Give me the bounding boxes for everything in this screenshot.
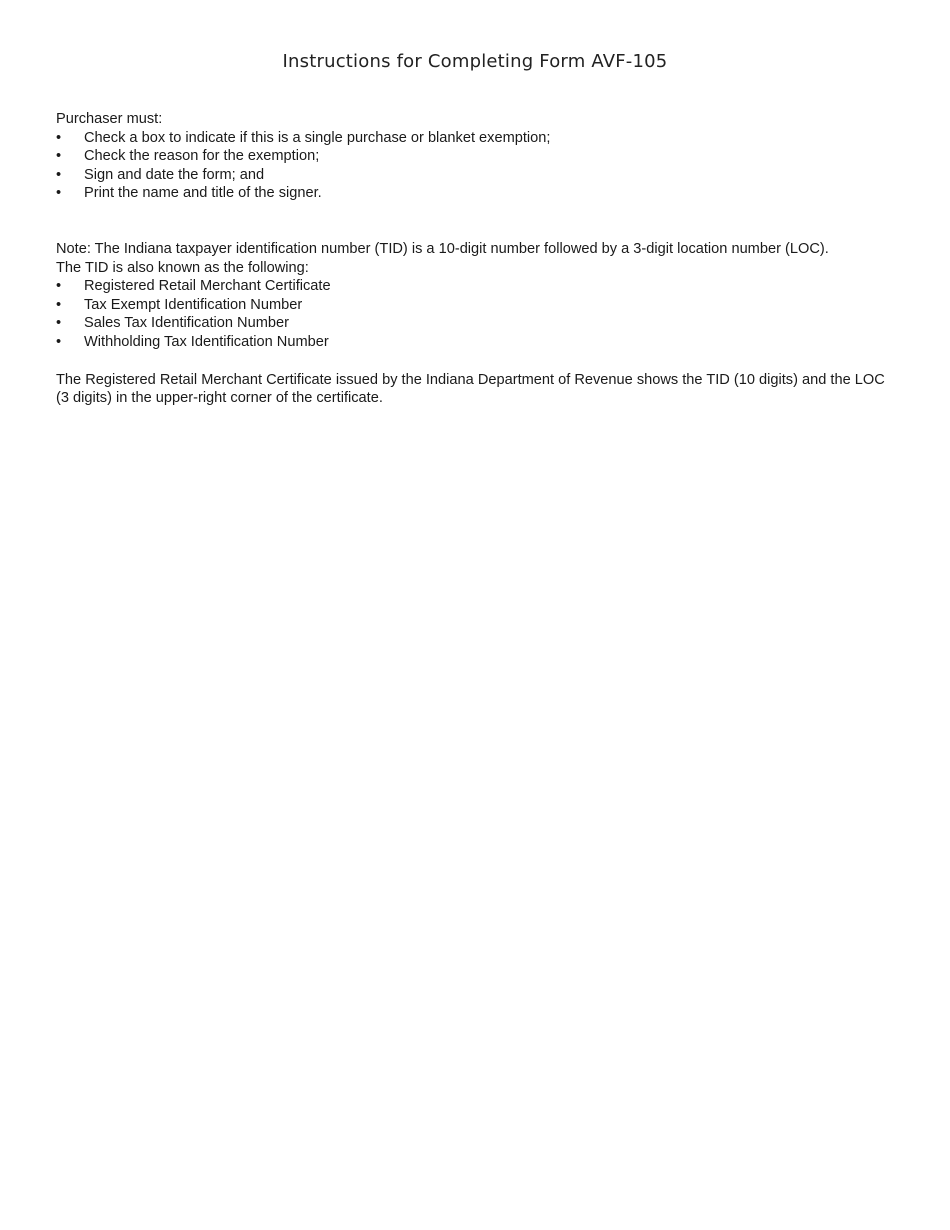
list-item: • Sign and date the form; and [56, 166, 265, 183]
list-item: • Withholding Tax Identification Number [56, 333, 329, 350]
instructions-body [56, 110, 896, 408]
closing-paragraph: The Registered Retail Merchant Certificate issued by the Indiana Department of Revenue shows the TID (10 digits) and the LOC (3 digits) in the upper-right corner of the certificate. [56, 371, 885, 407]
page-title: Instructions for Completing Form AVF-105 [282, 51, 668, 72]
bullet-icon: • [56, 296, 62, 313]
list-item: • Registered Retail Merchant Certificate [56, 278, 331, 295]
bullet-icon: • [56, 148, 62, 165]
list-item: • Tax Exempt Identification Number [56, 296, 303, 313]
note-line-1: Note: The Indiana taxpayer identification number (TID) is a 10-digit number followed by a 3-digit location number (LOC). [56, 240, 829, 257]
bullet-icon: • [56, 333, 62, 350]
list-item: • Check a box to indicate if this is a single purchase or blanket exemption; [56, 129, 551, 146]
spacer [56, 203, 896, 240]
purchaser-heading: Purchaser must: [56, 111, 163, 127]
list-item: • Sales Tax Identification Number [56, 315, 289, 332]
bullet-icon: • [56, 278, 62, 295]
purchaser-list [56, 129, 896, 203]
tid-alias-list [56, 277, 896, 351]
spacer [56, 352, 896, 371]
bullet-icon: • [56, 129, 62, 146]
list-item: • Check the reason for the exemption; [56, 148, 320, 165]
bullet-icon: • [56, 185, 62, 202]
bullet-icon: • [56, 166, 62, 183]
list-item: • Print the name and title of the signer. [56, 185, 322, 202]
note-line-2: The TID is also known as the following: [56, 259, 309, 276]
bullet-icon: • [56, 315, 62, 332]
